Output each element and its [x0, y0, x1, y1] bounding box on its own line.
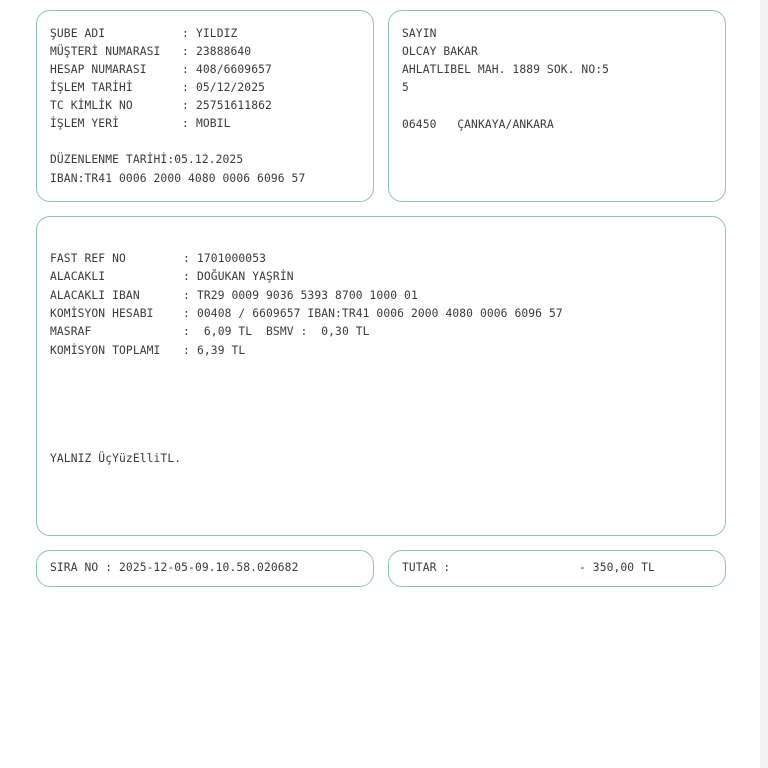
branch-row-value: YILDIZ: [196, 27, 238, 40]
colon: :: [183, 307, 190, 320]
address-line-2: 5: [402, 81, 409, 94]
bsmv-label: BSMV: [266, 325, 294, 338]
colon: :: [183, 289, 190, 302]
branch-row-1: [50, 27, 237, 41]
transfer-row-value: DOĞUKAN YAŞRİN: [197, 270, 294, 283]
transfer-row-label: FAST REF NO: [50, 252, 126, 265]
amount-value: - 350,00 TL: [579, 561, 655, 574]
branch-row-label: İŞLEM TARİHİ: [50, 81, 133, 94]
fee-label: MASRAF: [50, 325, 92, 338]
amount-row-label: TUTAR :: [402, 561, 451, 574]
branch-row-value: 25751611862: [196, 99, 272, 112]
colon: :: [183, 270, 190, 283]
colon: :: [182, 117, 189, 130]
postal-city: [402, 118, 554, 132]
commission-total-row: [50, 344, 245, 358]
bsmv-value: 0,30 TL: [321, 325, 370, 338]
branch-row-label: İŞLEM YERİ: [50, 117, 120, 130]
branch-row-value: 05/12/2025: [196, 81, 266, 94]
transfer-row-value: 1701000053: [197, 252, 267, 265]
account-iban: IBAN:TR41 0006 2000 4080 0006 6096 57: [50, 172, 306, 185]
colon: :: [183, 325, 190, 338]
fee-row: MASRAF : 6,09 TL BSMV : 0,30 TL: [50, 325, 370, 338]
colon: :: [182, 63, 189, 76]
branch-row-value: MOBIL: [196, 117, 231, 130]
colon: :: [182, 27, 189, 40]
branch-row-value: 408/6609657: [196, 63, 272, 76]
issue-date: DÜZENLENME TARİHİ:05.12.2025: [50, 153, 244, 166]
amount-label: TUTAR: [402, 561, 437, 574]
transfer-row-label: KOMİSYON HESABI: [50, 307, 154, 320]
commission-total-value: 6,39 TL: [197, 344, 246, 357]
branch-row-6: [50, 117, 231, 131]
amount-in-words: YALNIZ ÜçYüzElliTL.: [50, 452, 182, 465]
transfer-row-value: TR29 0009 9036 5393 8700 1000 01: [197, 289, 418, 302]
sequence-value: 2025-12-05-09.10.58.020682: [119, 561, 299, 574]
transfer-row-label: ALACAKLI IBAN: [50, 289, 140, 302]
transfer-row-2: [50, 270, 294, 284]
fee-value: 6,09 TL: [197, 325, 253, 338]
colon: :: [182, 81, 189, 94]
branch-row-2: [50, 45, 251, 59]
branch-row-label: HESAP NUMARASI: [50, 63, 147, 76]
branch-row-3: [50, 63, 272, 77]
transfer-row-3: [50, 289, 418, 303]
branch-row-label: MÜŞTERİ NUMARASI: [50, 45, 161, 58]
colon: :: [183, 252, 190, 265]
address-line-1: AHLATLIBEL MAH. 1889 SOK. NO:5: [402, 63, 610, 76]
sequence-label: SIRA NO: [50, 561, 99, 574]
colon: :: [182, 99, 189, 112]
transfer-row-value: 00408 / 6609657 IBAN:TR41 0006 2000 4080 0006 6096 57: [197, 307, 563, 320]
sequence-row: SIRA NO : 2025-12-05-09.10.58.020682: [50, 561, 299, 574]
transfer-row-1: [50, 252, 266, 266]
postal-code: 06450: [402, 118, 437, 131]
branch-row-label: ŞUBE ADI: [50, 27, 106, 40]
colon: :: [183, 344, 190, 357]
branch-row-value: 23888640: [196, 45, 252, 58]
branch-row-label: TC KİMLİK NO: [50, 99, 133, 112]
city: ÇANKAYA/ANKARA: [457, 118, 554, 131]
commission-total-label: KOMİSYON TOPLAMI: [50, 344, 161, 357]
address-box: [388, 10, 726, 202]
branch-row-4: [50, 81, 265, 95]
transfer-row-label: ALACAKLI: [50, 270, 106, 283]
colon: :: [182, 45, 189, 58]
transfer-row-4: [50, 307, 563, 321]
salutation: SAYIN: [402, 27, 437, 40]
customer-name: OLCAY BAKAR: [402, 45, 478, 58]
branch-row-5: [50, 99, 272, 113]
